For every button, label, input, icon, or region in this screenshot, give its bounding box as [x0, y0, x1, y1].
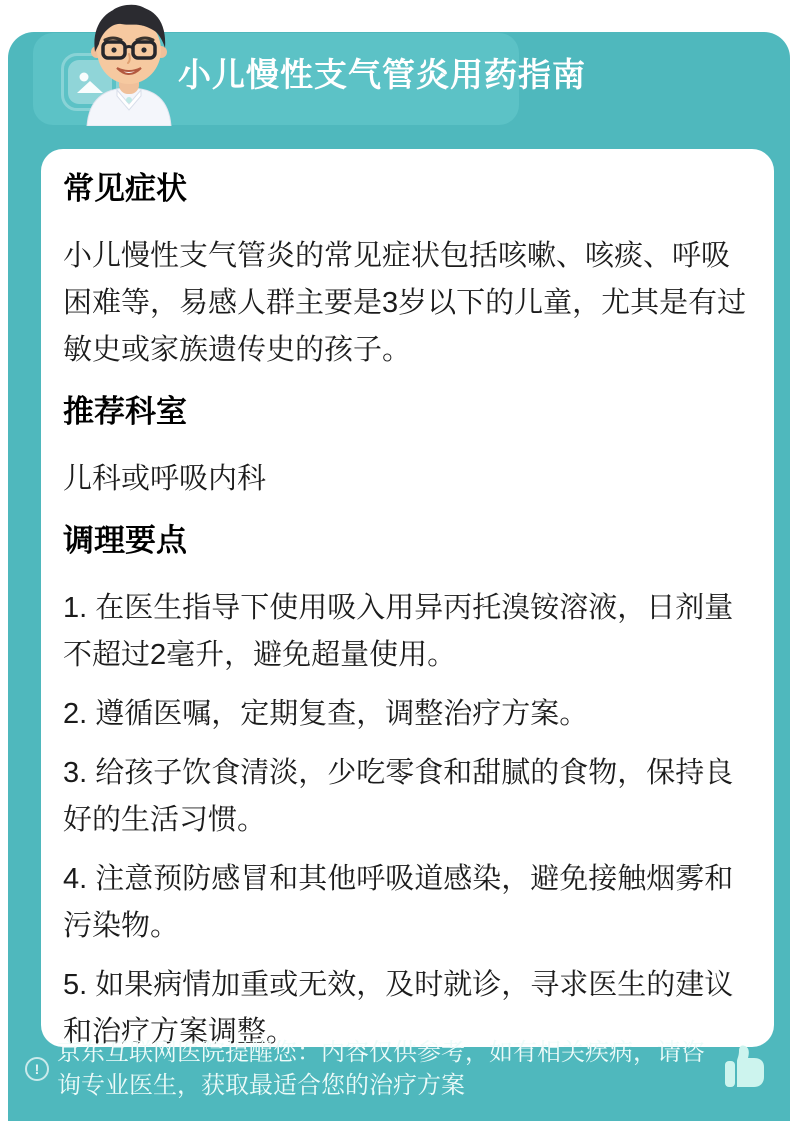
- heading-symptoms: 常见症状: [63, 171, 187, 206]
- department-paragraph: 儿科或呼吸内科: [63, 463, 267, 495]
- tip-item: 1. 在医生指导下使用吸入用异丙托溴铵溶液，日剂量不超过2毫升，避免超量使用。: [63, 592, 734, 671]
- tip-item: 4. 注意预防感冒和其他呼吸道感染，避免接触烟雾和污染物。: [63, 863, 734, 942]
- page-title: 小儿慢性支气管炎用药指南: [178, 56, 586, 93]
- footer-disclaimer: [10, 1036, 790, 1102]
- doctor-avatar: [73, 0, 185, 126]
- info-icon: !: [25, 1057, 49, 1081]
- symptoms-paragraph: 小儿慢性支气管炎的常见症状包括咳嗽、咳痰、呼吸困难等，易感人群主要是3岁以下的儿童，尤其是有过敏史或家族遗传史的孩子。: [63, 240, 747, 366]
- header-band: [33, 33, 586, 125]
- disclaimer-text: 京东互联网医院提醒您：内容仅供参考，如有相关疾病，请咨询专业医生，获取最适合您的治疗方案: [57, 1039, 705, 1099]
- heading-tips: 调理要点: [63, 523, 187, 558]
- tip-item: 5. 如果病情加重或无效，及时就诊，寻求医生的建议和治疗方案调整。: [63, 969, 734, 1047]
- thumbs-up-icon: [724, 1043, 768, 1091]
- tip-item: 2. 遵循医嘱，定期复查，调整治疗方案。: [63, 698, 589, 730]
- heading-department: 推荐科室: [63, 394, 187, 429]
- tip-item: 3. 给孩子饮食清淡，少吃零食和甜腻的食物，保持良好的生活习惯。: [63, 757, 734, 836]
- content-card: [41, 149, 774, 1047]
- thumbs-up-button[interactable]: [724, 1043, 768, 1091]
- chat-panel: [8, 32, 790, 1121]
